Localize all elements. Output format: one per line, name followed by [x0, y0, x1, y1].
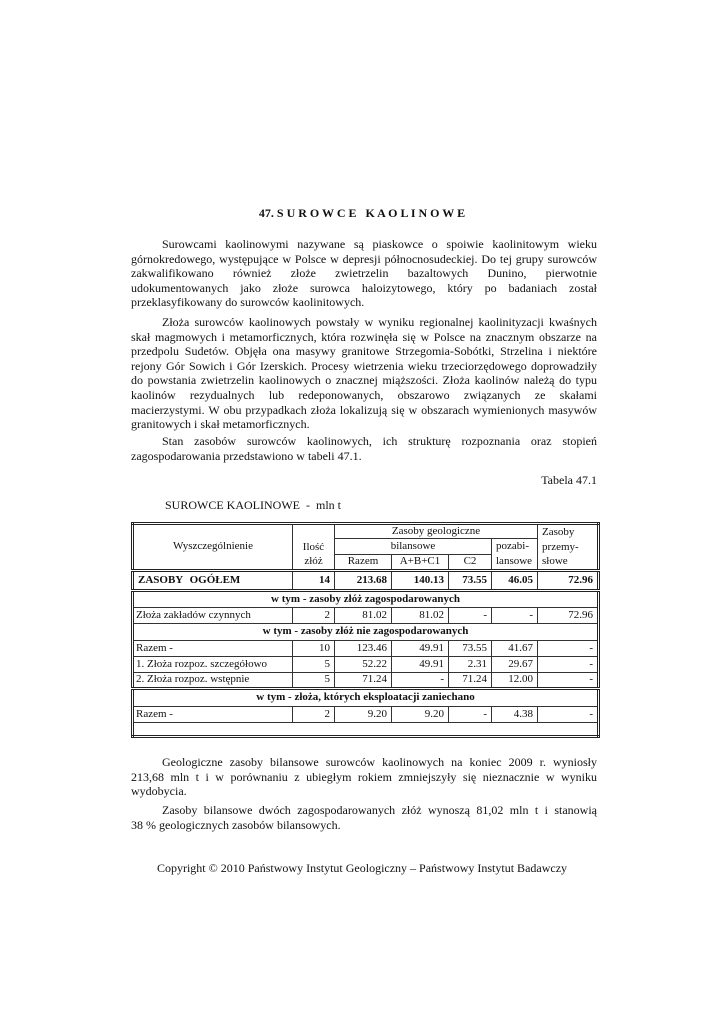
text-line: udokumentowanych jako złoże surowca haloizytowego, który po badaniach został: [131, 280, 597, 295]
cell-count: 10: [293, 640, 335, 656]
section-label: w tym - zasoby złóż nie zagospodarowanych: [133, 623, 599, 640]
section-row: [133, 688, 599, 706]
cell-c2: 2.31: [449, 656, 492, 672]
intro-paragraph-3: [131, 434, 597, 463]
cell-abc1: 49.91: [392, 656, 449, 672]
text-line: Złoża surowców kaolinowych powstały w wyniku regionalnej kaolinityzacji kwaśnych: [162, 315, 597, 329]
table-row-total: [133, 570, 599, 590]
table-row: [133, 656, 599, 672]
header-industrial-line: przemy-: [542, 540, 579, 553]
cell-item: Razem -: [133, 706, 293, 722]
cell-industrial: 72.96: [538, 607, 599, 623]
header-balance: bilansowe: [335, 539, 492, 555]
cell-c2: 73.55: [449, 640, 492, 656]
header-off-balance-line: pozabi-: [496, 540, 529, 553]
cell-abc1: -: [392, 672, 449, 688]
cell-industrial: -: [538, 656, 599, 672]
cell-count: 5: [293, 656, 335, 672]
text-line: Geologiczne zasoby bilansowe surowców kaolinowych na koniec 2009 r. wyniosły: [162, 755, 597, 769]
header-off-balance-line: lansowe: [496, 554, 533, 567]
cell-industrial: -: [538, 640, 599, 656]
header-deposit-count-line: złóż: [304, 555, 323, 567]
text-line: 38 % geologicznych zasobów bilansowych.: [131, 817, 341, 832]
cell-abc1: 81.02: [392, 607, 449, 623]
header-total: Razem: [335, 554, 392, 570]
text-line: przeklasyfikowany do surowców kaolinitowych.: [131, 295, 365, 310]
intro-paragraph-1: [131, 237, 597, 310]
table-spacer-row: [133, 722, 599, 736]
header-industrial-reserves: [538, 524, 599, 571]
table-number: Tabela 47.1: [541, 473, 597, 487]
header-abc1: A+B+C1: [392, 554, 449, 570]
cell-abc1: 9.20: [392, 706, 449, 722]
cell-c2: 73.55: [449, 570, 492, 590]
cell-item: Razem -: [133, 640, 293, 656]
reserves-table: [131, 522, 600, 738]
text-line: Surowcami kaolinowymi nazywane są piaskowce o spoiwie kaolinitowym wieku: [162, 237, 597, 251]
header-off-balance: [492, 539, 538, 571]
cell-item: ZASOBY OGÓŁEM: [133, 570, 293, 590]
summary-paragraph-1: [131, 755, 597, 799]
section-row: [133, 590, 599, 607]
header-deposit-count-line: Ilość: [302, 540, 325, 553]
summary-paragraph-2: [131, 803, 597, 832]
section-title: 47. S U R O W C E K A O L I N O W E: [258, 206, 466, 220]
cell-item: Złoża zakładów czynnych: [133, 607, 293, 623]
cell-off-balance: 12.00: [492, 672, 538, 688]
cell-total: 213.68: [335, 570, 392, 590]
header-row-1: [133, 524, 599, 539]
cell-total: 81.02: [335, 607, 392, 623]
header-geological-reserves: Zasoby geologiczne: [335, 524, 538, 539]
text-line: Stan zasobów surowców kaolinowych, ich strukturę rozpoznania oraz stopień: [162, 434, 597, 448]
text-line: wydobycia.: [131, 784, 187, 799]
header-deposit-count: [293, 524, 335, 571]
text-line: rejony Gór Sowich i Gór Izerskich. Procesy wietrzenia wieku trzeciorzędowego doprowadziły: [131, 358, 597, 373]
text-line: zagospodarowania przedstawiono w tabeli 47.1.: [131, 448, 362, 463]
table-spacer: [133, 722, 599, 736]
header-industrial-line: Zasoby: [542, 526, 575, 538]
cell-off-balance: 46.05: [492, 570, 538, 590]
cell-c2: 71.24: [449, 672, 492, 688]
header-c2: C2: [449, 554, 492, 570]
intro-paragraph-2: [131, 315, 597, 432]
header-item: Wyszczególnienie: [133, 524, 293, 571]
table-row: [133, 640, 599, 656]
text-line: do powstania zwietrzelin kaolinowych o znacznej miąższości. Złoża kaolinów należą do typu: [131, 373, 597, 388]
cell-count: 14: [293, 570, 335, 590]
text-line: granitowych i skał metamorficznych.: [131, 417, 310, 432]
cell-off-balance: -: [492, 607, 538, 623]
text-line: zakwalifikowano również złoże zwietrzelin bazaltowych Dunino, pierwotnie: [131, 266, 597, 281]
text-line: macierzystymi. W obu przypadkach złoża lokalizują się w obszarach wymienionych masywów: [131, 402, 597, 417]
cell-off-balance: 41.67: [492, 640, 538, 656]
table-caption: SUROWCE KAOLINOWE - mln t: [165, 498, 341, 512]
text-line: górnokredowego, występujące w Polsce w depresji północnosudeckiej. Do tej grupy surowców: [131, 251, 597, 266]
table-row: [133, 706, 599, 722]
table-row: [133, 672, 599, 688]
copyright-footer: Copyright © 2010 Państwowy Instytut Geologiczny – Państwowy Instytut Badawczy: [156, 861, 568, 875]
text-line: Zasoby bilansowe dwóch zagospodarowanych złóż wynoszą 81,02 mln t i stanowią: [162, 803, 597, 817]
cell-industrial: 72.96: [538, 570, 599, 590]
section-label: w tym - złoża, których eksploatacji zaniechano: [133, 688, 599, 706]
cell-item: 1. Złoża rozpoz. szczegółowo: [133, 656, 293, 672]
cell-abc1: 49.91: [392, 640, 449, 656]
cell-count: 5: [293, 672, 335, 688]
header-industrial-line: słowe: [542, 555, 568, 567]
cell-c2: -: [449, 607, 492, 623]
cell-total: 123.46: [335, 640, 392, 656]
text-line: 213,68 mln t i w porównaniu z ubiegłym rokiem zmniejszyły się nieznacznie w wyniku: [131, 769, 597, 784]
cell-total: 52.22: [335, 656, 392, 672]
section-label: w tym - zasoby złóż zagospodarowanych: [133, 590, 599, 607]
cell-count: 2: [293, 706, 335, 722]
text-line: skał magmowych i metamorficznych, która rozwinęła się w Polsce na znacznym obszarze na: [131, 329, 597, 344]
cell-count: 2: [293, 607, 335, 623]
cell-total: 71.24: [335, 672, 392, 688]
table-row: [133, 607, 599, 623]
cell-total: 9.20: [335, 706, 392, 722]
text-line: przedpolu Sudetów. Objęła ona masywy granitowe Strzegomia-Sobótki, Strzelina i niektóre: [131, 344, 597, 359]
cell-off-balance: 29.67: [492, 656, 538, 672]
cell-industrial: -: [538, 706, 599, 722]
cell-abc1: 140.13: [392, 570, 449, 590]
section-row: [133, 623, 599, 640]
cell-industrial: -: [538, 672, 599, 688]
cell-item: 2. Złoża rozpoz. wstępnie: [133, 672, 293, 688]
text-line: kaolinów rezydualnych lub redeponowanych, obszarowo związanych ze skałami: [131, 387, 597, 402]
cell-off-balance: 4.38: [492, 706, 538, 722]
cell-c2: -: [449, 706, 492, 722]
